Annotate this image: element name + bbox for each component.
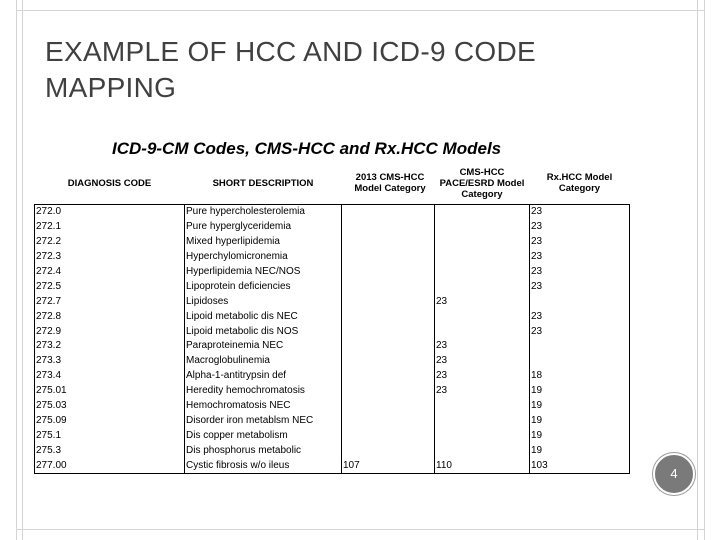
cell-rx-hcc [530, 354, 630, 369]
cell-pace-esrd [435, 309, 530, 324]
cell-rx-hcc [530, 294, 630, 309]
table-row [35, 339, 630, 354]
table-row [35, 413, 630, 428]
cell-pace-esrd: 23 [435, 384, 530, 399]
cell-pace-esrd [435, 428, 530, 443]
table-row [35, 443, 630, 458]
table-header-row [35, 162, 630, 205]
cell-cms-hcc: 107 [342, 458, 435, 473]
table-row [35, 235, 630, 250]
cell-diagnosis-code: 272.7 [35, 294, 185, 309]
cell-short-description: Lipoid metabolic dis NEC [185, 309, 342, 324]
cell-rx-hcc: 19 [530, 428, 630, 443]
cell-rx-hcc: 103 [530, 458, 630, 473]
cell-rx-hcc: 18 [530, 369, 630, 384]
cell-rx-hcc: 23 [530, 250, 630, 265]
cell-short-description: Dis copper metabolism [185, 428, 342, 443]
header-rx-hcc: Rx.HCC Model Category [546, 172, 613, 194]
table-title: ICD-9-CM Codes, CMS-HCC and Rx.HCC Models [112, 139, 502, 158]
cell-short-description: Heredity hemochromatosis [185, 384, 342, 399]
frame-line-bottom [16, 529, 705, 530]
table-row [35, 399, 630, 414]
frame-line-right-inner [704, 0, 705, 540]
frame-line-left-inner [22, 0, 23, 540]
cell-rx-hcc: 19 [530, 443, 630, 458]
cell-diagnosis-code: 275.09 [35, 413, 185, 428]
header-diagnosis-code: DIAGNOSIS CODE [67, 177, 152, 189]
table-row [35, 354, 630, 369]
cell-short-description: Hemochromatosis NEC [185, 399, 342, 414]
header-short-description: SHORT DESCRIPTION [212, 177, 314, 189]
table-row [35, 309, 630, 324]
cell-diagnosis-code: 275.03 [35, 399, 185, 414]
table-row [35, 220, 630, 235]
table-row [35, 205, 630, 220]
cell-pace-esrd [435, 413, 530, 428]
cell-diagnosis-code: 275.3 [35, 443, 185, 458]
cell-pace-esrd: 23 [435, 354, 530, 369]
cell-diagnosis-code: 272.1 [35, 220, 185, 235]
cell-cms-hcc [342, 369, 435, 384]
cell-pace-esrd [435, 265, 530, 280]
cell-cms-hcc [342, 265, 435, 280]
cell-cms-hcc [342, 384, 435, 399]
cell-short-description: Macroglobulinemia [185, 354, 342, 369]
cell-pace-esrd [435, 235, 530, 250]
table-row [35, 369, 630, 384]
frame-line-top [16, 10, 705, 11]
table-row [35, 250, 630, 265]
cell-rx-hcc: 23 [530, 309, 630, 324]
cell-pace-esrd [435, 279, 530, 294]
cell-short-description: Lipidoses [185, 294, 342, 309]
cell-cms-hcc [342, 309, 435, 324]
slide-title: EXAMPLE OF HCC AND ICD-9 CODE MAPPING [45, 36, 537, 103]
cell-pace-esrd [435, 443, 530, 458]
cell-diagnosis-code: 272.9 [35, 324, 185, 339]
table-row [35, 324, 630, 339]
cell-cms-hcc [342, 220, 435, 235]
cell-short-description: Hyperchylomicronemia [185, 250, 342, 265]
cell-rx-hcc [530, 339, 630, 354]
cell-rx-hcc: 19 [530, 413, 630, 428]
header-cms-hcc-2013: 2013 CMS-HCC Model Category [354, 172, 426, 194]
cell-cms-hcc [342, 235, 435, 250]
cell-rx-hcc: 23 [530, 324, 630, 339]
cell-short-description: Cystic fibrosis w/o ileus [185, 458, 342, 473]
cell-short-description: Disorder iron metablsm NEC [185, 413, 342, 428]
cell-pace-esrd: 23 [435, 294, 530, 309]
cell-rx-hcc: 23 [530, 235, 630, 250]
cell-diagnosis-code: 272.4 [35, 265, 185, 280]
cell-diagnosis-code: 272.5 [35, 279, 185, 294]
header-cms-hcc-pace-esrd: CMS-HCC PACE/ESRD Model Category [439, 166, 525, 200]
cell-diagnosis-code: 273.2 [35, 339, 185, 354]
cell-pace-esrd [435, 250, 530, 265]
cell-short-description: Lipoprotein deficiencies [185, 279, 342, 294]
cell-cms-hcc [342, 354, 435, 369]
cell-short-description: Hyperlipidemia NEC/NOS [185, 265, 342, 280]
cell-diagnosis-code: 275.1 [35, 428, 185, 443]
cell-cms-hcc [342, 250, 435, 265]
table-row [35, 384, 630, 399]
cell-short-description: Lipoid metabolic dis NOS [185, 324, 342, 339]
cell-pace-esrd [435, 324, 530, 339]
cell-rx-hcc: 23 [530, 279, 630, 294]
cell-rx-hcc: 19 [530, 384, 630, 399]
cell-short-description: Pure hypercholesterolemia [185, 205, 342, 220]
cell-diagnosis-code: 275.01 [35, 384, 185, 399]
cell-cms-hcc [342, 428, 435, 443]
cell-short-description: Mixed hyperlipidemia [185, 235, 342, 250]
frame-line-left [16, 0, 17, 540]
cell-cms-hcc [342, 294, 435, 309]
cell-rx-hcc: 23 [530, 220, 630, 235]
cell-cms-hcc [342, 399, 435, 414]
cell-diagnosis-code: 272.2 [35, 235, 185, 250]
cell-rx-hcc: 23 [530, 265, 630, 280]
cell-pace-esrd [435, 220, 530, 235]
cell-cms-hcc [342, 443, 435, 458]
table-row [35, 294, 630, 309]
page-number-badge: 4 [653, 453, 695, 495]
cell-pace-esrd: 23 [435, 369, 530, 384]
cell-pace-esrd: 110 [435, 458, 530, 473]
cell-diagnosis-code: 273.3 [35, 354, 185, 369]
cell-diagnosis-code: 272.8 [35, 309, 185, 324]
cell-diagnosis-code: 272.0 [35, 205, 185, 220]
cell-short-description: Paraproteinemia NEC [185, 339, 342, 354]
cell-rx-hcc: 19 [530, 399, 630, 414]
cell-rx-hcc: 23 [530, 205, 630, 220]
cell-cms-hcc [342, 205, 435, 220]
code-mapping-table [34, 162, 630, 474]
cell-pace-esrd [435, 205, 530, 220]
frame-line-right [697, 0, 698, 540]
cell-short-description: Alpha-1-antitrypsin def [185, 369, 342, 384]
table-row [35, 458, 630, 473]
cell-pace-esrd [435, 399, 530, 414]
cell-cms-hcc [342, 339, 435, 354]
cell-diagnosis-code: 272.3 [35, 250, 185, 265]
cell-cms-hcc [342, 324, 435, 339]
table-body [35, 205, 630, 474]
cell-short-description: Pure hyperglyceridemia [185, 220, 342, 235]
table-row [35, 279, 630, 294]
cell-pace-esrd: 23 [435, 339, 530, 354]
table-row [35, 428, 630, 443]
cell-diagnosis-code: 273.4 [35, 369, 185, 384]
cell-diagnosis-code: 277.00 [35, 458, 185, 473]
cell-cms-hcc [342, 279, 435, 294]
cell-short-description: Dis phosphorus metabolic [185, 443, 342, 458]
cell-cms-hcc [342, 413, 435, 428]
table-row [35, 265, 630, 280]
